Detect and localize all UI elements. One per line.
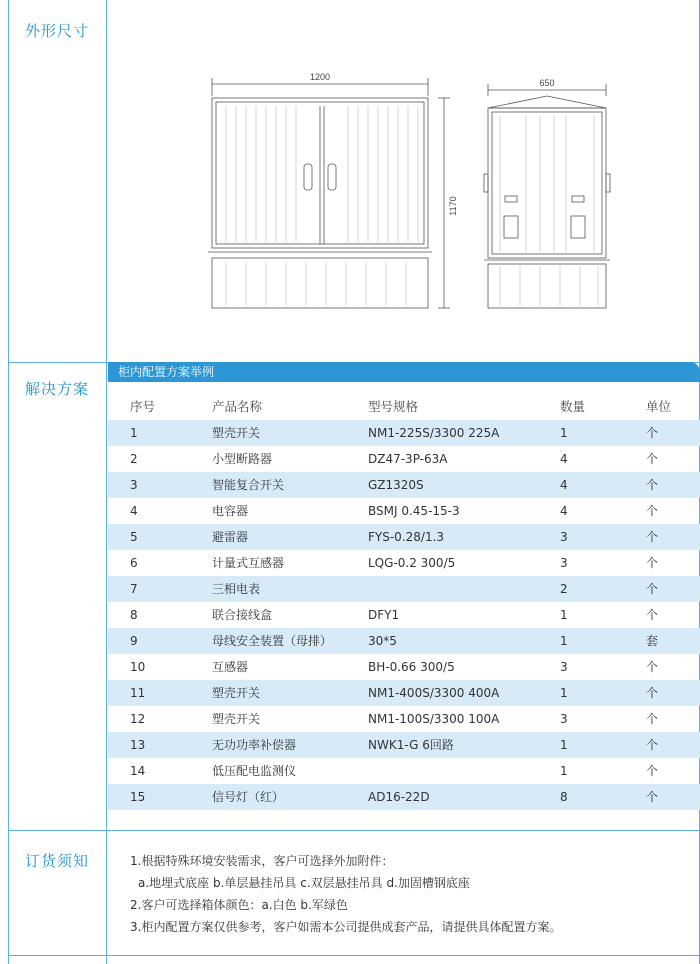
cell-name: 塑壳开关	[212, 426, 261, 440]
cell-qty: 2	[560, 582, 568, 596]
section-label-ordering: 订货须知	[24, 852, 89, 870]
cell-model: DZ47-3P-63A	[368, 452, 448, 466]
cell-qty: 1	[560, 608, 568, 622]
table-row	[108, 576, 700, 602]
table-row	[108, 706, 700, 732]
cell-unit: 个	[646, 712, 659, 726]
cell-unit: 个	[646, 556, 659, 570]
section-divider-3	[8, 955, 700, 956]
cell-qty: 1	[560, 426, 568, 440]
cell-no: 1	[130, 426, 138, 440]
table-row	[108, 420, 700, 446]
cell-no: 9	[130, 634, 138, 648]
cell-qty: 3	[560, 660, 568, 674]
cell-qty: 3	[560, 556, 568, 570]
cell-name: 小型断路器	[212, 452, 273, 466]
table-row	[108, 472, 700, 498]
cell-name: 三相电表	[212, 582, 261, 596]
cell-no: 8	[130, 608, 138, 622]
ordering-notes	[130, 850, 690, 938]
cell-model: NM1-400S/3300 400A	[368, 686, 500, 700]
note-3: 3.柜内配置方案仅供参考，客户如需本公司提供成套产品，请提供具体配置方案。	[130, 920, 562, 934]
header-no: 序号	[130, 399, 156, 414]
cell-name: 母线安全装置（母排）	[212, 634, 333, 648]
note-1: 1.根据特殊环境安装需求，客户可选择外加附件：	[130, 854, 394, 868]
cell-name: 互感器	[212, 660, 249, 674]
cell-qty: 3	[560, 530, 568, 544]
cell-unit: 个	[646, 686, 659, 700]
section-label-solution: 解决方案	[24, 380, 89, 398]
header-model: 型号规格	[368, 399, 419, 414]
cell-model: BH-0.66 300/5	[368, 660, 455, 674]
cell-unit: 个	[646, 660, 659, 674]
label-column-divider	[106, 0, 107, 964]
table-row	[108, 498, 700, 524]
cell-no: 13	[130, 738, 146, 752]
table-row	[108, 680, 700, 706]
header-name: 产品名称	[212, 399, 263, 414]
table-row	[108, 524, 700, 550]
front-cabinet-base	[212, 258, 428, 308]
cell-no: 10	[130, 660, 146, 674]
cabinet-dimension-drawing	[200, 66, 630, 316]
cell-no: 7	[130, 582, 138, 596]
cell-no: 11	[130, 686, 146, 700]
cell-name: 智能复合开关	[212, 478, 285, 492]
cell-no: 3	[130, 478, 138, 492]
cell-model: LQG-0.2 300/5	[368, 556, 456, 570]
table-row	[108, 628, 700, 654]
cell-qty: 4	[560, 478, 568, 492]
section-divider-2	[8, 830, 700, 831]
cell-model: DFY1	[368, 608, 400, 622]
frame-left-border	[8, 0, 9, 964]
cell-model: FYS-0.28/1.3	[368, 530, 445, 544]
note-1-options: a.地埋式底座 b.单层悬挂吊具 c.双层悬挂吊具 d.加固槽钢底座	[138, 876, 470, 890]
cell-unit: 个	[646, 738, 659, 752]
cell-qty: 3	[560, 712, 568, 726]
table-title-bar: 柜内配置方案举例	[108, 362, 700, 382]
note-2: 2.客户可选择箱体颜色：a.白色 b.军绿色	[130, 898, 348, 912]
cell-name: 低压配电监测仪	[212, 764, 297, 778]
configuration-table	[108, 394, 700, 810]
cell-model: 30*5	[368, 634, 397, 648]
cell-name: 塑壳开关	[212, 712, 261, 726]
cell-name: 无功功率补偿器	[212, 738, 297, 752]
table-row	[108, 602, 700, 628]
cell-model: BSMJ 0.45-15-3	[368, 504, 460, 518]
cell-no: 6	[130, 556, 138, 570]
cell-name: 塑壳开关	[212, 686, 261, 700]
cell-unit: 个	[646, 790, 659, 804]
cell-qty: 1	[560, 738, 568, 752]
cell-no: 2	[130, 452, 138, 466]
front-width-label: 1200	[309, 72, 331, 82]
cell-name: 信号灯（红）	[212, 790, 285, 804]
cell-unit: 个	[646, 426, 659, 440]
cell-unit: 个	[646, 608, 659, 622]
table-row	[108, 446, 700, 472]
cell-name: 避雷器	[212, 530, 249, 544]
cell-name: 计量式互感器	[212, 556, 285, 570]
cell-no: 12	[130, 712, 146, 726]
header-qty: 数量	[560, 399, 586, 414]
cell-no: 15	[130, 790, 146, 804]
cell-qty: 4	[560, 504, 568, 518]
header-unit: 单位	[646, 399, 672, 414]
cell-no: 14	[130, 764, 146, 778]
cell-model: GZ1320S	[368, 478, 424, 492]
cell-qty: 1	[560, 634, 568, 648]
table-row	[108, 550, 700, 576]
cell-qty: 4	[560, 452, 568, 466]
side-width-label: 650	[539, 78, 555, 88]
cell-qty: 1	[560, 764, 568, 778]
section-label-dimensions: 外形尺寸	[24, 22, 89, 40]
side-cabinet-body	[488, 108, 606, 258]
cell-unit: 个	[646, 764, 659, 778]
cell-model: AD16-22D	[368, 790, 430, 804]
cell-no: 4	[130, 504, 138, 518]
cell-qty: 1	[560, 686, 568, 700]
table-row	[108, 758, 700, 784]
cell-qty: 8	[560, 790, 568, 804]
cell-model: NWK1-G 6回路	[368, 738, 454, 752]
table-header-row	[108, 394, 700, 420]
cell-unit: 个	[646, 504, 659, 518]
table-row	[108, 732, 700, 758]
height-label: 1170	[448, 196, 458, 216]
cell-model: NM1-225S/3300 225A	[368, 426, 500, 440]
side-cabinet-base	[488, 264, 606, 308]
cell-unit: 个	[646, 530, 659, 544]
cell-unit: 套	[646, 634, 659, 648]
cell-name: 联合接线盒	[212, 608, 273, 622]
door-handle-left	[304, 164, 312, 190]
table-row	[108, 654, 700, 680]
cell-unit: 个	[646, 478, 659, 492]
table-row	[108, 784, 700, 810]
cell-model: NM1-100S/3300 100A	[368, 712, 500, 726]
cell-unit: 个	[646, 452, 659, 466]
cell-no: 5	[130, 530, 138, 544]
cell-unit: 个	[646, 582, 659, 596]
cell-name: 电容器	[212, 504, 249, 518]
door-handle-right	[328, 164, 336, 190]
